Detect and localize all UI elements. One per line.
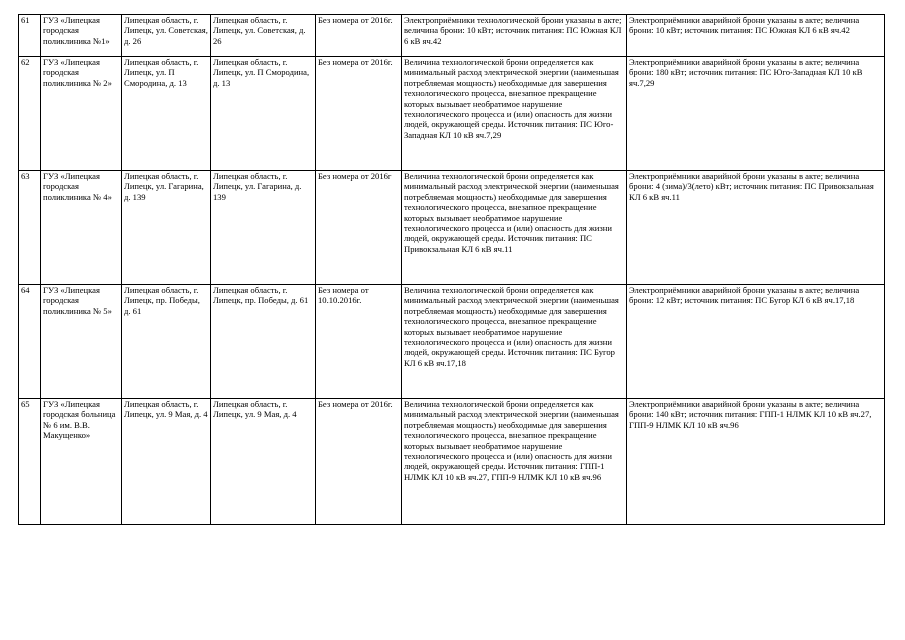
technological-reserve: Величина технологической брони определяется как минимальный расход электрической энергии (наименьшая потребляемая мощность) необходимые для завершения технологического процесса, внезапное прекращение которых вызывает необратимое нарушение технологического процесса и (или) опасность для жизни людей, окружающей среды. Источник питания: ГПП-1 НЛМК КЛ 10 кВ яч.27, ГПП-9 НЛМК КЛ 10 кВ яч.96 xyxy=(402,399,627,525)
legal-address: Липецкая область, г. Липецк, ул. 9 Мая, д. 4 xyxy=(122,399,211,525)
emergency-reserve: Электроприёмники аварийной брони указаны в акте; величина брони: 4 (зима)/3(лето) кВт; источник питания: ПС Привокзальная КЛ 6 кВ яч.11 xyxy=(627,171,885,285)
row-number: 65 xyxy=(19,399,41,525)
table-row xyxy=(19,15,885,57)
table-row xyxy=(19,399,885,525)
table-row xyxy=(19,171,885,285)
row-number: 64 xyxy=(19,285,41,399)
facility-address: Липецкая область, г. Липецк, пр. Победы, д. 61 xyxy=(211,285,316,399)
row-number: 61 xyxy=(19,15,41,57)
act-reference: Без номера от 2016г. xyxy=(316,57,402,171)
emergency-reserve: Электроприёмники аварийной брони указаны в акте; величина брони: 140 кВт; источник питания: ГПП-1 НЛМК КЛ 10 кВ яч.27, ГПП-9 НЛМК КЛ 10 кВ яч.96 xyxy=(627,399,885,525)
organization-name: ГУЗ «Липецкая городская поликлиника № 4» xyxy=(41,171,122,285)
technological-reserve: Величина технологической брони определяется как минимальный расход электрической энергии (наименьшая потребляемая мощность) необходимые для завершения технологического процесса, внезапное прекращение которых вызывает необратимое нарушение технологического процесса и (или) опасность для жизни людей, окружающей среды. Источник питания: ПС Бугор КЛ 6 кВ яч.17,18 xyxy=(402,285,627,399)
table-row xyxy=(19,57,885,171)
legal-address: Липецкая область, г. Липецк, ул. П Смородина, д. 13 xyxy=(122,57,211,171)
legal-address: Липецкая область, г. Липецк, ул. Советская, д. 26 xyxy=(122,15,211,57)
organization-name: ГУЗ «Липецкая городская поликлиника № 2» xyxy=(41,57,122,171)
technological-reserve: Электроприёмники технологической брони указаны в акте; величина брони: 10 кВт; источник питания: ПС Южная КЛ 6 кВ яч.42 xyxy=(402,15,627,57)
emergency-reserve: Электроприёмники аварийной брони указаны в акте; величина брони: 180 кВт; источник питания: ПС Юго-Западная КЛ 10 кВ яч.7,29 xyxy=(627,57,885,171)
organization-name: ГУЗ «Липецкая городская поликлиника №1» xyxy=(41,15,122,57)
facility-address: Липецкая область, г. Липецк, ул. П Смородина, д. 13 xyxy=(211,57,316,171)
organization-name: ГУЗ «Липецкая городская поликлиника № 5» xyxy=(41,285,122,399)
facility-address: Липецкая область, г. Липецк, ул. Гагарина, д. 139 xyxy=(211,171,316,285)
technological-reserve: Величина технологической брони определяется как минимальный расход электрической энергии (наименьшая потребляемая мощность) необходимые для завершения технологического процесса, внезапное прекращение которых вызывает необратимое нарушение технологического процесса и (или) опасность для жизни людей, окружающей среды. Источник питания: ПС Привокзальная КЛ 6 кВ яч.11 xyxy=(402,171,627,285)
row-number: 63 xyxy=(19,171,41,285)
emergency-reserve: Электроприёмники аварийной брони указаны в акте; величина брони: 12 кВт; источник питания: ПС Бугор КЛ 6 кВ яч.17,18 xyxy=(627,285,885,399)
legal-address: Липецкая область, г. Липецк, пр. Победы, д. 61 xyxy=(122,285,211,399)
reservation-table xyxy=(18,14,885,525)
act-reference: Без номера от 2016г xyxy=(316,171,402,285)
facility-address: Липецкая область, г. Липецк, ул. Советская, д. 26 xyxy=(211,15,316,57)
act-reference: Без номера от 2016г. xyxy=(316,399,402,525)
row-number: 62 xyxy=(19,57,41,171)
technological-reserve: Величина технологической брони определяется как минимальный расход электрической энергии (наименьшая потребляемая мощность) необходимые для завершения технологического процесса, внезапное прекращение которых вызывает необратимое нарушение технологического процесса и (или) опасность для жизни людей, окружающей среды. Источник питания: ПС Юго-Западная КЛ 10 кВ яч.7,29 xyxy=(402,57,627,171)
emergency-reserve: Электроприёмники аварийной брони указаны в акте; величина брони: 10 кВт; источник питания: ПС Южная КЛ 6 кВ яч.42 xyxy=(627,15,885,57)
table-row xyxy=(19,285,885,399)
act-reference: Без номера от 2016г. xyxy=(316,15,402,57)
act-reference: Без номера от 10.10.2016г. xyxy=(316,285,402,399)
organization-name: ГУЗ «Липецкая городская больница № 6 им. В.В. Макущенко» xyxy=(41,399,122,525)
legal-address: Липецкая область, г. Липецк, ул. Гагарина, д. 139 xyxy=(122,171,211,285)
facility-address: Липецкая область, г. Липецк, ул. 9 Мая, д. 4 xyxy=(211,399,316,525)
